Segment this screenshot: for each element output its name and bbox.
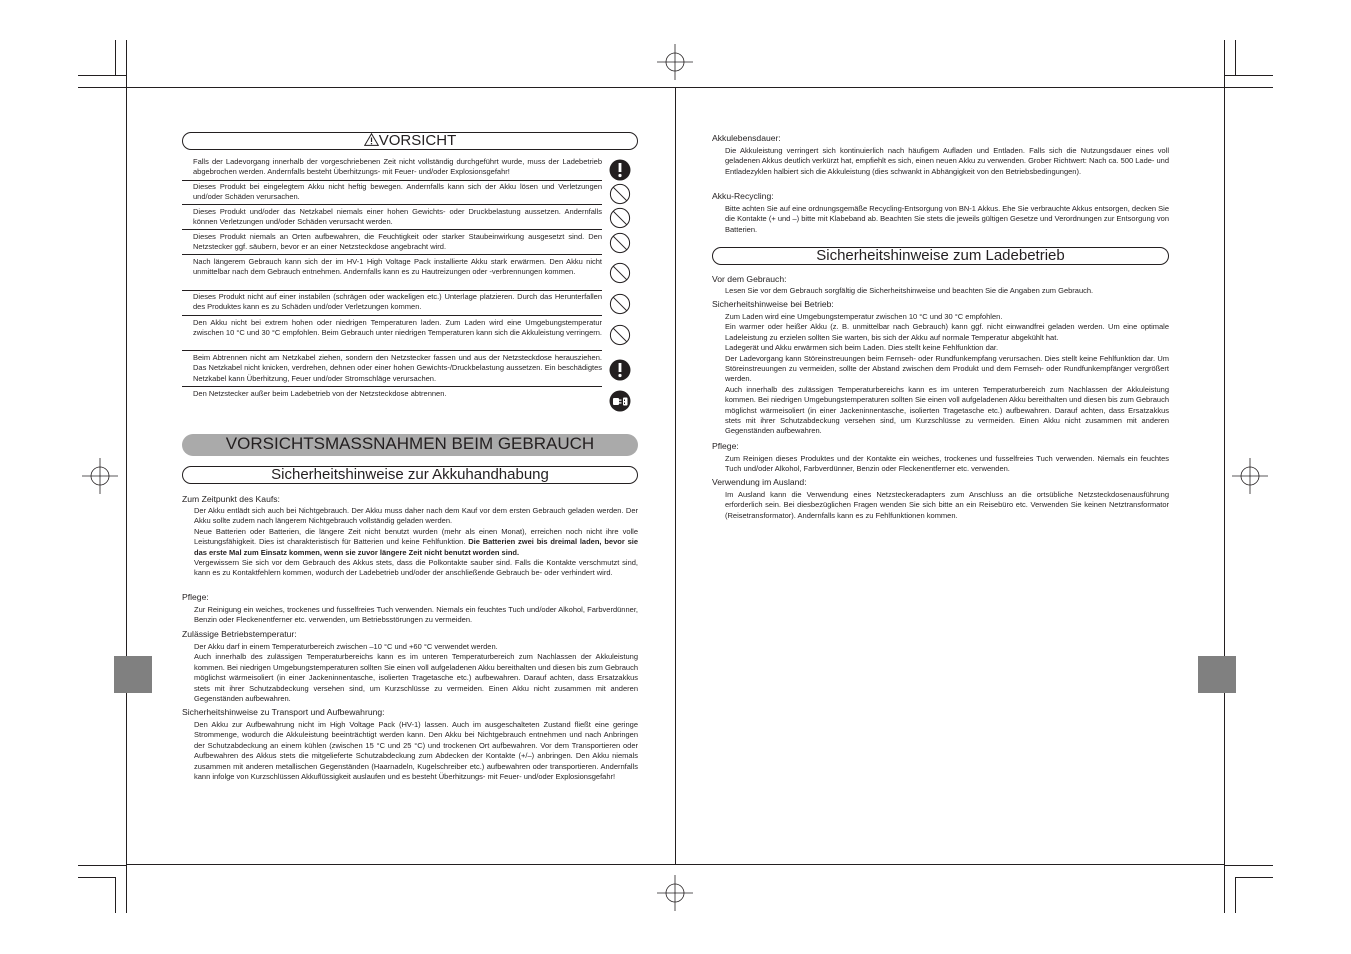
bold-text: Die Batterien zwei bis dreimal laden, bevor sie das erste Mal zum Einsatz kommen, wenn sie zuvor längere Zeit nicht benutzt worden sind. xyxy=(194,537,638,557)
divider xyxy=(182,386,602,387)
registration-mark-top xyxy=(657,44,693,80)
charging-care-text xyxy=(725,454,1169,475)
mandatory-icon xyxy=(609,359,631,381)
unplug-icon xyxy=(609,390,631,412)
registration-mark-right xyxy=(1232,458,1268,494)
caution-heading xyxy=(182,132,638,150)
warning-text-3: Dieses Produkt und/oder das Netzkabel niemals einer hohen Gewichts- oder Druckbelastung aussetzen. Andernfalls können Verletzungen und/oder Schäden verursacht werden. xyxy=(193,207,602,227)
paragraph: Bitte achten Sie auf eine ordnungsgemäße Recycling-Entsorgung von BN-1 Akkus. Ehe Sie verbrauchte Akkus entsorgen, decken Sie die Kontakte (+ und –) bitte mit Klabeband ab. Beachten Sie stets die jeweils gültigen Gesetze und Verordnungen zur Entsorgung von Batterien. xyxy=(725,204,1170,234)
paragraph: Zum Laden wird eine Umgebungstemperatur zwischen 10 °C und 30 °C empfohlen. xyxy=(725,312,1003,321)
precautions-title: VORSICHTSMASSNAHMEN BEIM GEBRAUCH xyxy=(225,434,595,453)
operation-heading: Sicherheitshinweise bei Betrieb: xyxy=(712,299,834,309)
paragraph: Den Akku zur Aufbewahrung nicht im High Voltage Pack (HV-1) lassen. Auch im ausgeschalteten Zustand fließt eine geringe Strommenge, wodurch die Akkuleistung beeinträchtigt werden kann. Den Akku bei Nichtgebrauch entnehmen und nach Anbringen der Schutzabdeckung an einem kühlen (zwischen 15 °C und 25 °C) und trockenen Ort aufbewahren. Vor dem Transportieren oder Aufbewahren des Akkus stets die mitgelieferte Schutzabdeckung zum Abdecken der Kontakte (+/–) anbringen. Den Akku niemals zusammen mit anderen metallischen Gegenständen (Haarnadeln, Kugelschreiber etc.) aufbewahren oder transportieren. Andernfalls kann infolge von Kurzschlüssen Akkuflüssigkeit auslaufen und es besteht Überhitzungs- mit Feuer- und/oder Explosionsgefahr! xyxy=(194,720,638,782)
purchase-heading: Zum Zeitpunkt des Kaufs: xyxy=(182,494,280,504)
recycling-heading: Akku-Recycling: xyxy=(712,191,774,201)
paragraph: Auch innerhalb des zulässigen Temperaturbereichs kann es im unteren Temperaturbereich zum Nachlassen der Akkuleistung kommen. Bei niedrigen Umgebungstemperaturen sollten Sie einen voll aufgeladenen Akku bereithalten und diesen bis zum Gebrauch möglichst wärmeisoliert (in einer Jackeninnentasche, isolierten Tragetasche etc.) aufbewahren. Darauf achten, dass Ersatzakkus stets mit ihrer Schutzabdeckung versehen sind, um Kurzschlüsse zu vermeiden. Einen Akku nicht zusammen mit anderen Gegenständen aufbewahren. xyxy=(194,652,638,704)
left-thumb-tab xyxy=(114,656,152,693)
warning-text-5: Nach längerem Gebrauch kann sich der im HV-1 High Voltage Pack installierte Akku stark erwärmen. Den Akku nicht unmittelbar nach dem Gebrauch entnehmen. Andernfalls kann es zu Hautreizungen oder -verbrennungen kommen. xyxy=(193,257,602,277)
prohibited-icon xyxy=(609,293,631,315)
paragraph: Der Akku darf in einem Temperaturbereich zwischen –10 °C und +60 °C verwendet werden. xyxy=(194,642,498,651)
paragraph: Die Akkuleistung verringert sich kontinuierlich nach häufigem Aufladen und Entladen. Falls sich die Nutzungsdauer eines voll geladenen Akkus deutlich verkürzt hat, empfiehlt es sich, einen neuen Akku zu verwenden. Grober Richtwert: Nach ca. 500 Lade- und Entladezyklen halbiert sich die Akkuleistung (dies schwankt in Abhängigkeit von den Betriebsbedingungen). xyxy=(725,146,1170,176)
transport-text xyxy=(194,720,638,782)
warning-text-6: Dieses Produkt nicht auf einer instabilen (schrägen oder wackeligen etc.) Unterlage platzieren. Durch das Herunterfallen des Produktes kann es zu Schäden und/oder Verletzungen kommen. xyxy=(193,292,602,312)
paragraph: Ladegerät und Akku erwärmen sich beim Laden. Dies stellt keine Fehlfunktion dar. xyxy=(725,343,999,353)
warning-text-4: Dieses Produkt niemals an Orten aufbewahren, die Feuchtigkeit oder starker Staubeinwirkung ausgesetzt sind. Den Netzstecker ggf. säubern, bevor er an einer Netzsteckdose angebracht wird. xyxy=(193,232,602,252)
abroad-heading: Verwendung im Ausland: xyxy=(712,477,807,487)
prohibited-icon xyxy=(609,232,631,254)
paragraph: Zum Reinigen dieses Produktes und der Kontakte ein weiches, trockenes und fusselfreies Tuch verwenden. Niemals ein feuchtes Tuch und/oder Alkohol, Farbverdünner, Benzin oder Fleckenentferner etc. verwenden. xyxy=(725,454,1169,474)
paragraph: Der Akku entlädt sich auch bei Nichtgebrauch. Der Akku muss daher nach dem Kauf vor dem ersten Gebrauch geladen werden. Der Akku sollte zudem nach längerem Nichtgebrauch vollständig geladen werden. xyxy=(194,506,638,526)
battery-section-heading xyxy=(182,466,638,484)
text: Neue Batterien oder Batterien, die längere Zeit nicht benutzt wurden (mehr als einen Monat), erreichen noch nicht ihre volle Leistungsfähigkeit. Dies ist charakteristisch für Batterien und keine Fehlfunktion. xyxy=(194,526,638,547)
paragraph: Auch innerhalb des zulässigen Temperaturbereichs kann es im unteren Temperaturbereich zum Nachlassen der Akkuleistung kommen. Bei niedrigen Umgebungstemperaturen sollten Sie einen voll aufgeladenen Akku bereithalten und diesen bis zum Gebrauch möglichst wärmeisoliert (in einer Jackeninnentasche, isolierten Tragetasche etc.) aufbewahren. Darauf achten, dass Ersatzakkus stets mit ihrer Schutzabdeckung versehen sind, um Kurzschlüsse zu vermeiden. Einen Akku nicht zusammen mit anderen Gegenständen aufbewahren. xyxy=(725,384,1169,436)
caution-title: VORSICHT xyxy=(378,132,457,149)
care-text xyxy=(194,605,638,626)
paragraph: Vergewissern Sie sich vor dem Gebrauch des Akkus stets, dass die Polkontakte sauber sind. Falls die Kontakte verschmutzt sind, kann es zu Kontaktfehlern kommen, wodurch der Ladebetrieb und/oder der anschließende Gebrauch be- oder verhindert wird. xyxy=(194,558,638,578)
recycling-text xyxy=(725,204,1169,235)
battery-life-text xyxy=(725,146,1169,177)
paragraph: Lesen Sie vor dem Gebrauch sorgfältig die Sicherheitshinweise und beachten Sie die Angaben zum Gebrauch. xyxy=(725,286,1094,295)
temperature-text xyxy=(194,642,638,704)
right-thumb-tab xyxy=(1198,656,1236,693)
paragraph xyxy=(194,527,638,558)
charging-section-title: Sicherheitshinweise zum Ladebetrieb xyxy=(816,247,1065,264)
divider xyxy=(182,229,602,230)
charging-section-heading xyxy=(712,247,1169,265)
prohibited-icon xyxy=(609,207,631,229)
warning-text-8: Beim Abtrennen nicht am Netzkabel ziehen, sondern den Netzstecker fassen und aus der Netzsteckdose herausziehen. Das Netzkabel nicht knicken, verdrehen, dehnen oder einer hohen Gewichts-/Druckbelastung aussetzen. Ein beschädigtes Netzkabel kann Überhitzung, Feuer und/oder Stromschläge verursachen. xyxy=(193,353,602,383)
warning-text-7: Den Akku nicht bei extrem hohen oder niedrigen Temperaturen laden. Zum Laden wird eine Umgebungstemperatur zwischen 10 °C und 30 °C empfohlen. Beim Gebrauch unter niedrigen Temperaturen kann sich die Akkuleistung verringern. xyxy=(193,318,603,338)
divider xyxy=(182,254,602,255)
temperature-heading: Zulässige Betriebstemperatur: xyxy=(182,629,297,639)
divider xyxy=(182,315,602,316)
warning-text-9: Den Netzstecker außer beim Ladebetrieb von der Netzsteckdose abtrennen. xyxy=(193,389,447,398)
registration-mark-bottom xyxy=(657,875,693,911)
purchase-text xyxy=(194,506,638,579)
paragraph: Ein warmer oder heißer Akku (z. B. unmittelbar nach Gebrauch) kann ggf. nicht einwandfrei geladen werden. Um eine optimale Ladeleistung zu erzielen sollten Sie warten, bis sich der Akku auf normale Temperatur abgekühlt hat. xyxy=(725,322,1169,342)
paragraph: Zur Reinigung ein weiches, trockenes und fusselfreies Tuch verwenden. Niemals ein feuchtes Tuch und/oder Alkohol, Farbverdünner, Benzin oder Fleckenentferner etc. verwenden, um Betriebsstörungen zu vermeiden. xyxy=(194,605,638,625)
paragraph: Der Ladevorgang kann Störeinstreuungen beim Fernseh- oder Rundfunkempfang verursachen. Dies stellt keine Fehlfunktion dar. Um Störeinstreuungen zu vermeiden, sollte der Abstand zwischen dem Produkt und dem Fernseh- oder Rundfunkempfänger vergrößert werden. xyxy=(725,353,1169,384)
divider xyxy=(182,290,602,291)
battery-life-heading: Akkulebensdauer: xyxy=(712,133,781,143)
prohibited-icon xyxy=(609,324,631,346)
operation-text xyxy=(725,312,1169,437)
before-use-text xyxy=(725,286,1169,296)
divider xyxy=(182,180,602,181)
mandatory-icon xyxy=(609,159,631,181)
divider xyxy=(182,350,602,351)
paragraph: Im Ausland kann die Verwendung eines Netzsteckeradapters zum Anschluss an die ortsübliche Netzsteckdosenausführung erforderlich sein. Bei diesbezüglichen Fragen wenden Sie sich bitte an ein Reisebüro etc. Verwenden Sie keinen Netztransformator (Reisetransformator). Andernfalls kann es zu Fehlfunktionen kommen. xyxy=(725,490,1169,520)
registration-mark-left xyxy=(82,458,118,494)
warning-triangle-icon xyxy=(364,133,379,146)
charging-care-heading: Pflege: xyxy=(712,441,739,451)
warning-text-1: Falls der Ladevorgang innerhalb der vorgeschriebenen Zeit nicht vollständig durchgeführt wurde, muss der Ladebetrieb abgebrochen werden. Andernfalls besteht Überhitzungs- mit Feuer- und/oder Explosionsgefahr! xyxy=(193,157,602,177)
battery-section-title: Sicherheitshinweise zur Akkuhandhabung xyxy=(271,466,549,483)
prohibited-icon xyxy=(609,262,631,284)
divider xyxy=(182,204,602,205)
prohibited-icon xyxy=(609,183,631,205)
transport-heading: Sicherheitshinweise zu Transport und Aufbewahrung: xyxy=(182,707,385,717)
before-use-heading: Vor dem Gebrauch: xyxy=(712,274,787,284)
warning-text-2: Dieses Produkt bei eingelegtem Akku nicht heftig bewegen. Andernfalls kann sich der Akku lösen und Verletzungen und/oder Schäden verursachen. xyxy=(193,182,602,202)
precautions-banner xyxy=(182,434,638,456)
care-heading: Pflege: xyxy=(182,592,209,602)
abroad-text xyxy=(725,490,1169,521)
